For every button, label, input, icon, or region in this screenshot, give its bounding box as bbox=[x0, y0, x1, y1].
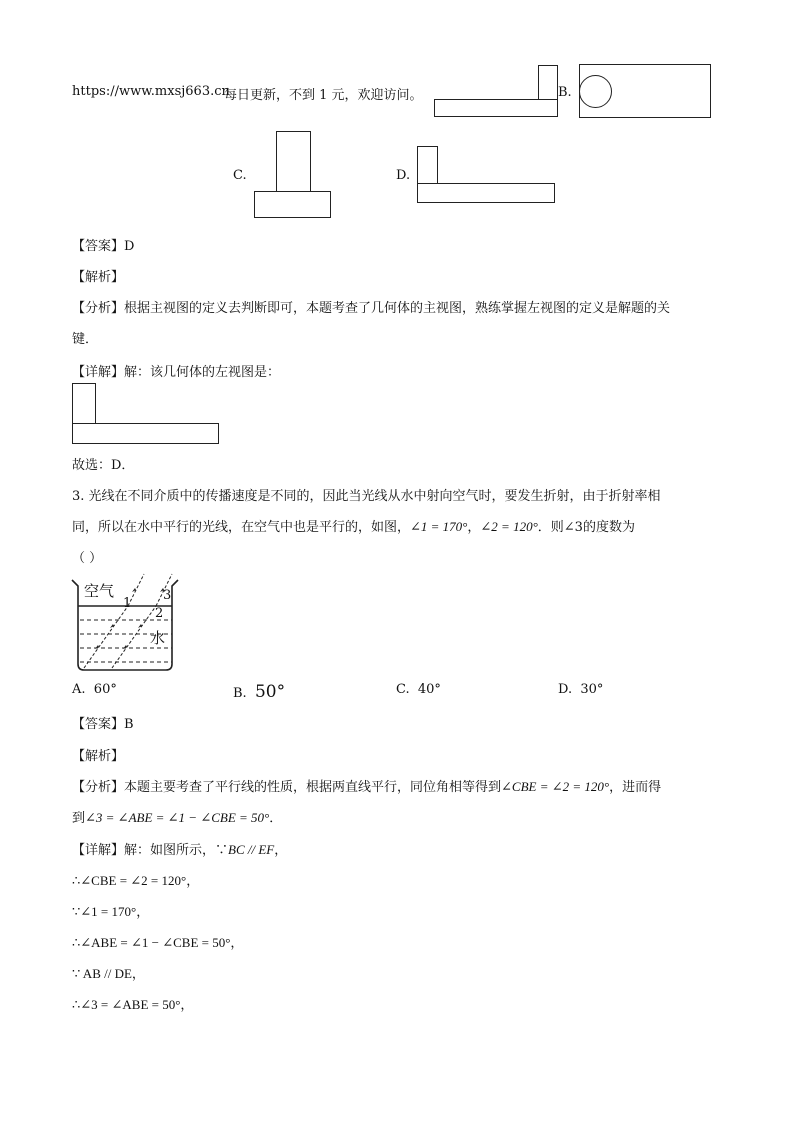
q3-option-b[interactable] bbox=[233, 682, 285, 702]
q3-step-2: ∵∠1 = 170°， bbox=[72, 904, 150, 919]
figure-water-label: 水 bbox=[150, 629, 166, 647]
q2-xiangjie: 【详解】解：该几何体的左视图是： bbox=[72, 365, 281, 380]
option-d-base-rect bbox=[417, 183, 555, 203]
header-notice: 每日更新，不到 1 元，欢迎访问。 bbox=[224, 88, 423, 103]
q3-option-d[interactable] bbox=[558, 682, 603, 697]
q3-step-3: ∴∠ABE = ∠1 − ∠CBE = 50°， bbox=[72, 935, 244, 950]
q3-line2-post: ．则∠3的度数为 bbox=[537, 520, 635, 535]
option-c-base-rect bbox=[254, 191, 331, 218]
figure-angle-1-label: 1 bbox=[123, 596, 132, 611]
q2-fenxi-line1: 【分析】根据主视图的定义去判断即可，本题考查了几何体的主视图，熟练掌握左视图的定义是解题的关 bbox=[72, 301, 671, 316]
q3-line1: 3. 光线在不同介质中的传播速度是不同的，因此当光线从水中射向空气时，要发生折射，由于折射率相 bbox=[72, 489, 661, 504]
option-b-label: B. bbox=[558, 85, 572, 100]
q3-fenxi-a-math: ∠CBE = ∠2 = 120° bbox=[501, 779, 610, 794]
q2-analysis-label: 【解析】 bbox=[72, 270, 125, 285]
option-a-column-rect bbox=[538, 65, 558, 100]
q3-answer: 【答案】B bbox=[72, 717, 134, 732]
left-view-base-rect bbox=[72, 423, 219, 444]
q3-option-c-key: C. bbox=[396, 682, 410, 697]
q3-fenxi-line1 bbox=[72, 776, 661, 795]
q3-option-d-value: 30° bbox=[580, 682, 604, 697]
option-c-label: C. bbox=[233, 168, 247, 183]
q3-fenxi-line2 bbox=[72, 807, 282, 826]
q3-fenxi-b-math: ∠3 = ∠ABE = ∠1 − ∠CBE = 50° bbox=[85, 810, 270, 825]
option-a-base-rect bbox=[434, 99, 558, 117]
q3-option-c-value: 40° bbox=[417, 682, 441, 697]
q3-detail-pre: 【详解】解：如图所示，∵ bbox=[72, 843, 229, 858]
q2-fenxi-line2: 键． bbox=[72, 332, 99, 347]
q3-fenxi-a: 【分析】本题主要考查了平行线的性质，根据两直线平行，同位角相等得到 bbox=[72, 780, 502, 795]
q3-fenxi-a-end: ，进而得 bbox=[609, 780, 662, 795]
q3-step-1: ∴∠CBE = ∠2 = 120°， bbox=[72, 873, 200, 888]
q3-detail-math: BC // EF bbox=[228, 842, 275, 857]
q3-fenxi-b-pre: 到 bbox=[72, 811, 86, 826]
q3-detail bbox=[72, 839, 287, 858]
q2-answer: 【答案】D bbox=[72, 239, 135, 254]
q2-choice: 故选：D． bbox=[72, 458, 135, 473]
option-b-circle bbox=[579, 75, 612, 108]
q3-option-d-key: D. bbox=[558, 682, 573, 697]
q3-option-a-value: 60° bbox=[93, 682, 117, 697]
header-url[interactable]: https://www.mxsj663.cn bbox=[72, 84, 230, 99]
q3-sep: ， bbox=[467, 520, 481, 535]
light-ray-1-water bbox=[84, 606, 128, 668]
q3-angle2: ∠2 = 120° bbox=[480, 519, 538, 534]
q3-line2-pre: 同，所以在水中平行的光线，在空气中也是平行的，如图， bbox=[72, 520, 411, 535]
q3-option-b-key: B. bbox=[233, 686, 247, 701]
q3-angle1: ∠1 = 170° bbox=[410, 519, 468, 534]
q3-option-c[interactable] bbox=[396, 682, 441, 697]
q3-detail-end: ， bbox=[274, 843, 288, 858]
q3-option-a[interactable] bbox=[72, 682, 117, 697]
q3-option-b-value: 50° bbox=[254, 682, 286, 702]
figure-angle-2-label: 2 bbox=[155, 606, 164, 621]
q3-paren: （ ） bbox=[72, 551, 103, 566]
q3-line2 bbox=[72, 516, 635, 535]
option-d-label: D. bbox=[396, 168, 411, 183]
q3-analysis-label: 【解析】 bbox=[72, 749, 125, 764]
figure-angle-3-label: 3 bbox=[163, 588, 172, 603]
q3-fenxi-b-end: ． bbox=[269, 811, 283, 826]
q3-step-4: ∵ AB // DE， bbox=[72, 966, 145, 981]
option-d-column-rect bbox=[417, 146, 438, 184]
q3-step-5: ∴∠3 = ∠ABE = 50°， bbox=[72, 997, 194, 1012]
figure-air-label: 空气 bbox=[84, 582, 115, 600]
left-view-column-rect bbox=[72, 383, 96, 424]
option-c-column-rect bbox=[276, 131, 311, 192]
q3-option-a-key: A. bbox=[72, 682, 86, 697]
